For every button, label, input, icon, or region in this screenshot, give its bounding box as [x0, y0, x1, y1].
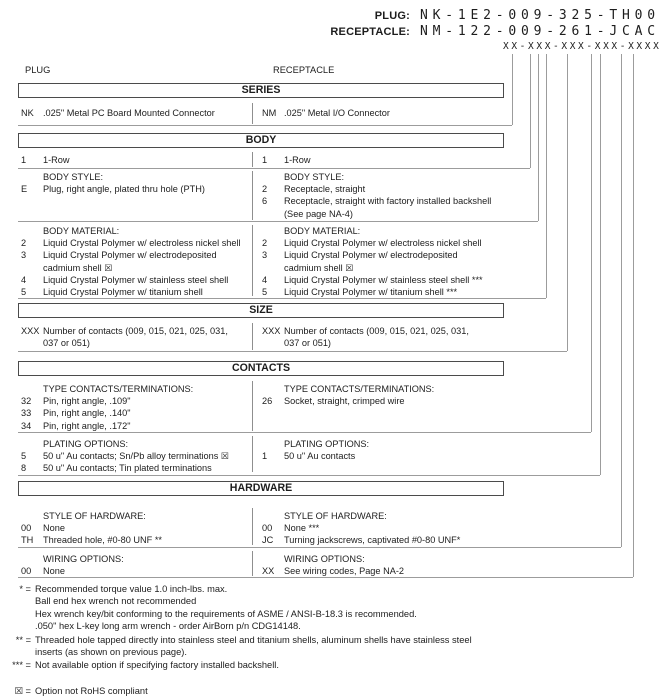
code-cell: 6: [262, 196, 268, 207]
footnote-marker: [0, 608, 31, 620]
footnote-text: Threaded hole tapped directly into stainless steel and titanium shells, aluminum shells have stainless steel: [35, 635, 472, 646]
desc-cell: Receptacle, straight with factory installed backshell: [284, 196, 492, 207]
code-cell: 1: [262, 451, 268, 462]
code-cell: 5: [262, 287, 268, 298]
footnote-marker: *** =: [12, 659, 31, 670]
receptacle-column-label: RECEPTACLE: [273, 65, 335, 75]
desc-cell: Liquid Crystal Polymer w/ electroless nickel shell: [284, 238, 482, 249]
code-cell: [21, 171, 43, 183]
footnote-line: [0, 608, 660, 620]
table-row: [262, 438, 507, 450]
table-row: [262, 286, 507, 298]
desc-cell: Threaded hole, #0-80 UNF **: [43, 535, 162, 546]
table-row: [262, 534, 507, 546]
table-row: [21, 225, 251, 237]
body-style-receptacle-block: [262, 171, 507, 220]
desc-cell: 50 u" Au contacts; Tin plated terminations: [43, 463, 212, 474]
code-cell: 8: [21, 463, 27, 474]
footnote-text: inserts (as shown on previous page).: [35, 647, 187, 658]
table-row: [21, 407, 251, 419]
footnote-line: [0, 634, 660, 646]
table-row: [262, 383, 507, 395]
connector-body-material-vline: [546, 54, 547, 298]
table-row: [21, 534, 251, 546]
code-cell: 00: [262, 523, 273, 534]
connector-contacts-type-hline: [18, 432, 591, 433]
receptacle-part-number-row: [300, 24, 660, 39]
connector-size-vline: [567, 54, 568, 351]
contacts-type-receptacle-block: [262, 383, 507, 407]
table-row: [21, 395, 251, 407]
body-row-plug-block: [21, 154, 251, 166]
desc-cell: 1-Row: [43, 155, 70, 165]
size-receptacle-block: [262, 325, 507, 349]
code-cell: 00: [21, 523, 32, 534]
desc-cell-continuation: 037 or 051): [284, 338, 331, 349]
hardware-wiring-receptacle-block: [262, 553, 507, 577]
code-cell: [262, 225, 284, 237]
table-row: [262, 107, 507, 119]
code-cell: [262, 208, 284, 220]
group-heading: TYPE CONTACTS/TERMINATIONS:: [43, 384, 194, 394]
column-divider: [252, 323, 253, 350]
code-cell: 2: [262, 238, 268, 249]
series-receptacle-block: [262, 107, 507, 119]
table-row: [21, 274, 251, 286]
desc-cell: .025" Metal I/O Connector: [284, 108, 390, 118]
footnote-text: Not available option if specifying factory installed backshell.: [35, 659, 279, 670]
table-row: [262, 171, 507, 183]
connector-body-material-hline: [18, 298, 546, 299]
hardware-style-receptacle-block: [262, 510, 507, 547]
table-row: [21, 325, 251, 337]
table-row: [21, 237, 251, 249]
contacts-type-plug-block: [21, 383, 251, 432]
table-row: [262, 195, 507, 207]
table-row: [262, 553, 507, 565]
column-divider: [252, 436, 253, 472]
code-cell: [262, 171, 284, 183]
footnote-text: Option not RoHS compliant: [35, 686, 148, 697]
hardware-section-header: HARDWARE: [18, 481, 504, 496]
desc-cell: Pin, right angle, .109": [43, 396, 131, 407]
footnote-line: [0, 659, 660, 671]
contacts-section-header: CONTACTS: [18, 361, 504, 376]
desc-cell: Liquid Crystal Polymer w/ stainless steel shell ***: [284, 274, 483, 285]
code-cell: [21, 438, 43, 450]
part-number-template: XX-XXX-XXX-XXX-XXXX: [503, 41, 662, 52]
footnote-marker: [0, 646, 31, 658]
code-cell: XX: [262, 566, 275, 577]
connector-contacts-plating-vline: [600, 54, 601, 475]
desc-cell: Liquid Crystal Polymer w/ stainless steel shell: [43, 274, 229, 285]
body-row-receptacle-block: [262, 154, 507, 166]
code-cell: [21, 262, 43, 274]
size-plug-block: [21, 325, 251, 349]
table-row: [262, 274, 507, 286]
group-heading: TYPE CONTACTS/TERMINATIONS:: [284, 384, 435, 394]
table-row: [262, 510, 507, 522]
desc-cell: 50 u" Au contacts: [284, 451, 356, 462]
group-heading: PLATING OPTIONS:: [43, 439, 129, 449]
footnote-line: [0, 595, 660, 607]
table-row: [262, 565, 507, 577]
table-row: [21, 337, 251, 349]
connector-body-row-hline: [18, 168, 530, 169]
code-cell: [21, 337, 43, 349]
column-divider: [252, 381, 253, 431]
footnote-line: [0, 620, 660, 632]
connector-contacts-type-vline: [591, 54, 592, 432]
contacts-plating-receptacle-block: [262, 438, 507, 462]
table-row: [21, 420, 251, 432]
table-row: [21, 286, 251, 298]
plug-part-number: NK-1E2-009-325-TH00: [420, 8, 660, 23]
desc-cell-continuation: 037 or 051): [43, 338, 90, 349]
table-row: [21, 154, 251, 166]
code-cell: [21, 383, 43, 395]
connector-hardware-style-vline: [621, 54, 622, 547]
table-row: [21, 450, 251, 462]
desc-cell: None ***: [284, 523, 320, 534]
desc-cell: .025" Metal PC Board Mounted Connector: [43, 108, 215, 118]
table-row: [21, 438, 251, 450]
code-cell: [262, 438, 284, 450]
table-row: [262, 337, 507, 349]
code-cell: [262, 383, 284, 395]
footnote-marker: [0, 595, 31, 607]
ballot-box-x-icon: ☒ =: [14, 686, 31, 697]
column-divider: [252, 152, 253, 167]
desc-cell: Receptacle, straight: [284, 184, 366, 195]
footnote-text: Ball end hex wrench not recommended: [35, 596, 197, 607]
footnote-marker: [0, 620, 31, 632]
table-row: [21, 522, 251, 534]
body-material-receptacle-block: [262, 225, 507, 298]
hardware-style-plug-block: [21, 510, 251, 547]
column-divider: [252, 171, 253, 220]
receptacle-part-number: NM-122-009-261-JCAC: [420, 24, 660, 39]
table-row: [21, 462, 251, 474]
connector-hardware-style-hline: [18, 547, 621, 548]
footnote-line: [0, 646, 660, 658]
column-divider: [252, 103, 253, 124]
body-section-header: BODY: [18, 133, 504, 148]
group-heading: BODY MATERIAL:: [284, 226, 361, 236]
table-row: [262, 208, 507, 220]
desc-cell: Pin, right angle, .172": [43, 420, 131, 431]
table-row: [262, 325, 507, 337]
group-heading: BODY MATERIAL:: [43, 226, 120, 236]
footnote-text: Recommended torque value 1.0 inch-lbs. max.: [35, 584, 228, 594]
table-row: [21, 262, 251, 274]
connector-contacts-plating-hline: [18, 475, 600, 476]
table-row: [21, 565, 251, 577]
code-cell: 4: [262, 274, 268, 285]
code-cell: 32: [21, 396, 32, 407]
table-row: [262, 395, 507, 407]
table-row: [262, 522, 507, 534]
hardware-wiring-plug-block: [21, 553, 251, 577]
table-row: [21, 383, 251, 395]
connector-body-style-hline: [18, 221, 538, 222]
plug-part-number-row: [300, 8, 660, 23]
footnote-line: [0, 583, 660, 595]
code-cell: [262, 553, 284, 565]
connector-series-vline: [512, 54, 513, 125]
group-heading: PLATING OPTIONS:: [284, 439, 370, 449]
table-row: [21, 249, 251, 261]
table-row: [21, 171, 251, 183]
connector-size-hline: [18, 351, 567, 352]
code-cell: 33: [21, 408, 32, 419]
body-material-plug-block: [21, 225, 251, 298]
desc-cell: 1-Row: [284, 155, 311, 165]
column-divider: [252, 551, 253, 576]
table-row: [21, 183, 251, 195]
connector-body-style-vline: [538, 54, 539, 221]
code-cell: NM: [262, 108, 277, 118]
desc-cell: None: [43, 566, 65, 577]
code-cell: 3: [21, 250, 27, 261]
table-row: [262, 154, 507, 166]
code-cell: [262, 262, 284, 274]
group-heading: STYLE OF HARDWARE:: [284, 511, 387, 521]
column-divider: [252, 508, 253, 545]
connector-body-row-vline: [530, 54, 531, 168]
table-row: [21, 107, 251, 119]
footnote-marker: * =: [19, 584, 31, 594]
desc-cell: Liquid Crystal Polymer w/ electrodeposited: [43, 250, 217, 261]
size-section-header: SIZE: [18, 303, 504, 318]
series-section-header: SERIES: [18, 83, 504, 98]
code-cell: XXX: [21, 326, 40, 336]
code-cell: TH: [21, 535, 34, 546]
desc-cell: 50 u" Au contacts; Sn/Pb alloy terminations ☒: [43, 451, 230, 462]
code-cell: [21, 553, 43, 565]
footnotes: [0, 583, 660, 697]
desc-cell-continuation: cadmium shell ☒: [284, 262, 354, 273]
desc-cell: Liquid Crystal Polymer w/ electroless nickel shell: [43, 238, 241, 249]
connector-hardware-wiring-hline: [18, 577, 633, 578]
desc-cell: Liquid Crystal Polymer w/ titanium shell: [43, 287, 203, 298]
code-cell: 2: [21, 238, 27, 249]
table-row: [262, 225, 507, 237]
code-cell: 4: [21, 274, 27, 285]
code-cell: [21, 510, 43, 522]
group-heading: WIRING OPTIONS:: [284, 554, 365, 564]
connector-series-hline: [18, 125, 512, 126]
connector-hardware-wiring-vline: [633, 54, 634, 577]
code-cell: [262, 337, 284, 349]
group-heading: STYLE OF HARDWARE:: [43, 511, 146, 521]
group-heading: BODY STYLE:: [284, 172, 345, 182]
table-row: [262, 450, 507, 462]
desc-cell: See wiring codes, Page NA-2: [284, 566, 405, 577]
desc-cell-continuation: cadmium shell ☒: [43, 262, 113, 273]
code-cell: 5: [21, 287, 27, 298]
desc-cell: (See page NA-4): [284, 208, 353, 219]
code-cell: JC: [262, 535, 274, 546]
code-cell: 26: [262, 396, 273, 407]
footnote-text: Hex wrench key/bit conforming to the requirements of ASME / ANSI-B-18.3 is recommended.: [35, 608, 417, 619]
desc-cell: Socket, straight, crimped wire: [284, 396, 405, 407]
table-row: [21, 553, 251, 565]
desc-cell: None: [43, 523, 65, 534]
code-cell: 3: [262, 250, 268, 261]
desc-cell: Number of contacts (009, 015, 021, 025, 031,: [43, 326, 228, 336]
table-row: [262, 262, 507, 274]
code-cell: 34: [21, 420, 32, 431]
group-heading: BODY STYLE:: [43, 172, 104, 182]
code-cell: E: [21, 184, 28, 195]
desc-cell: Turning jackscrews, captivated #0-80 UNF*: [284, 535, 461, 546]
plug-column-label: PLUG: [25, 65, 51, 75]
footnote-line-rohs: [0, 685, 660, 697]
code-cell: 1: [21, 155, 27, 165]
code-cell: 2: [262, 184, 268, 195]
code-cell: 5: [21, 451, 27, 462]
code-cell: [21, 225, 43, 237]
code-cell: [262, 510, 284, 522]
code-cell: 1: [262, 155, 268, 165]
column-divider: [252, 225, 253, 296]
contacts-plating-plug-block: [21, 438, 251, 475]
series-plug-block: [21, 107, 251, 119]
code-cell: 00: [21, 566, 32, 577]
table-row: [262, 249, 507, 261]
receptacle-label: RECEPTACLE:: [330, 26, 410, 38]
footnote-marker: ** =: [15, 635, 31, 646]
code-cell: XXX: [262, 326, 281, 336]
desc-cell: Liquid Crystal Polymer w/ titanium shell ***: [284, 287, 458, 298]
footnote-text: .050" hex L-key long arm wrench - order AirBorn p/n CDG14148.: [35, 620, 301, 631]
plug-label: PLUG:: [374, 10, 410, 22]
code-cell: NK: [21, 108, 34, 118]
table-row: [262, 237, 507, 249]
desc-cell: Number of contacts (009, 015, 021, 025, 031,: [284, 326, 469, 336]
desc-cell: Pin, right angle, .140": [43, 408, 131, 419]
body-style-plug-block: [21, 171, 251, 195]
group-heading: WIRING OPTIONS:: [43, 554, 124, 564]
desc-cell: Liquid Crystal Polymer w/ electrodeposited: [284, 250, 458, 261]
table-row: [262, 183, 507, 195]
desc-cell: Plug, right angle, plated thru hole (PTH): [43, 184, 205, 195]
table-row: [21, 510, 251, 522]
